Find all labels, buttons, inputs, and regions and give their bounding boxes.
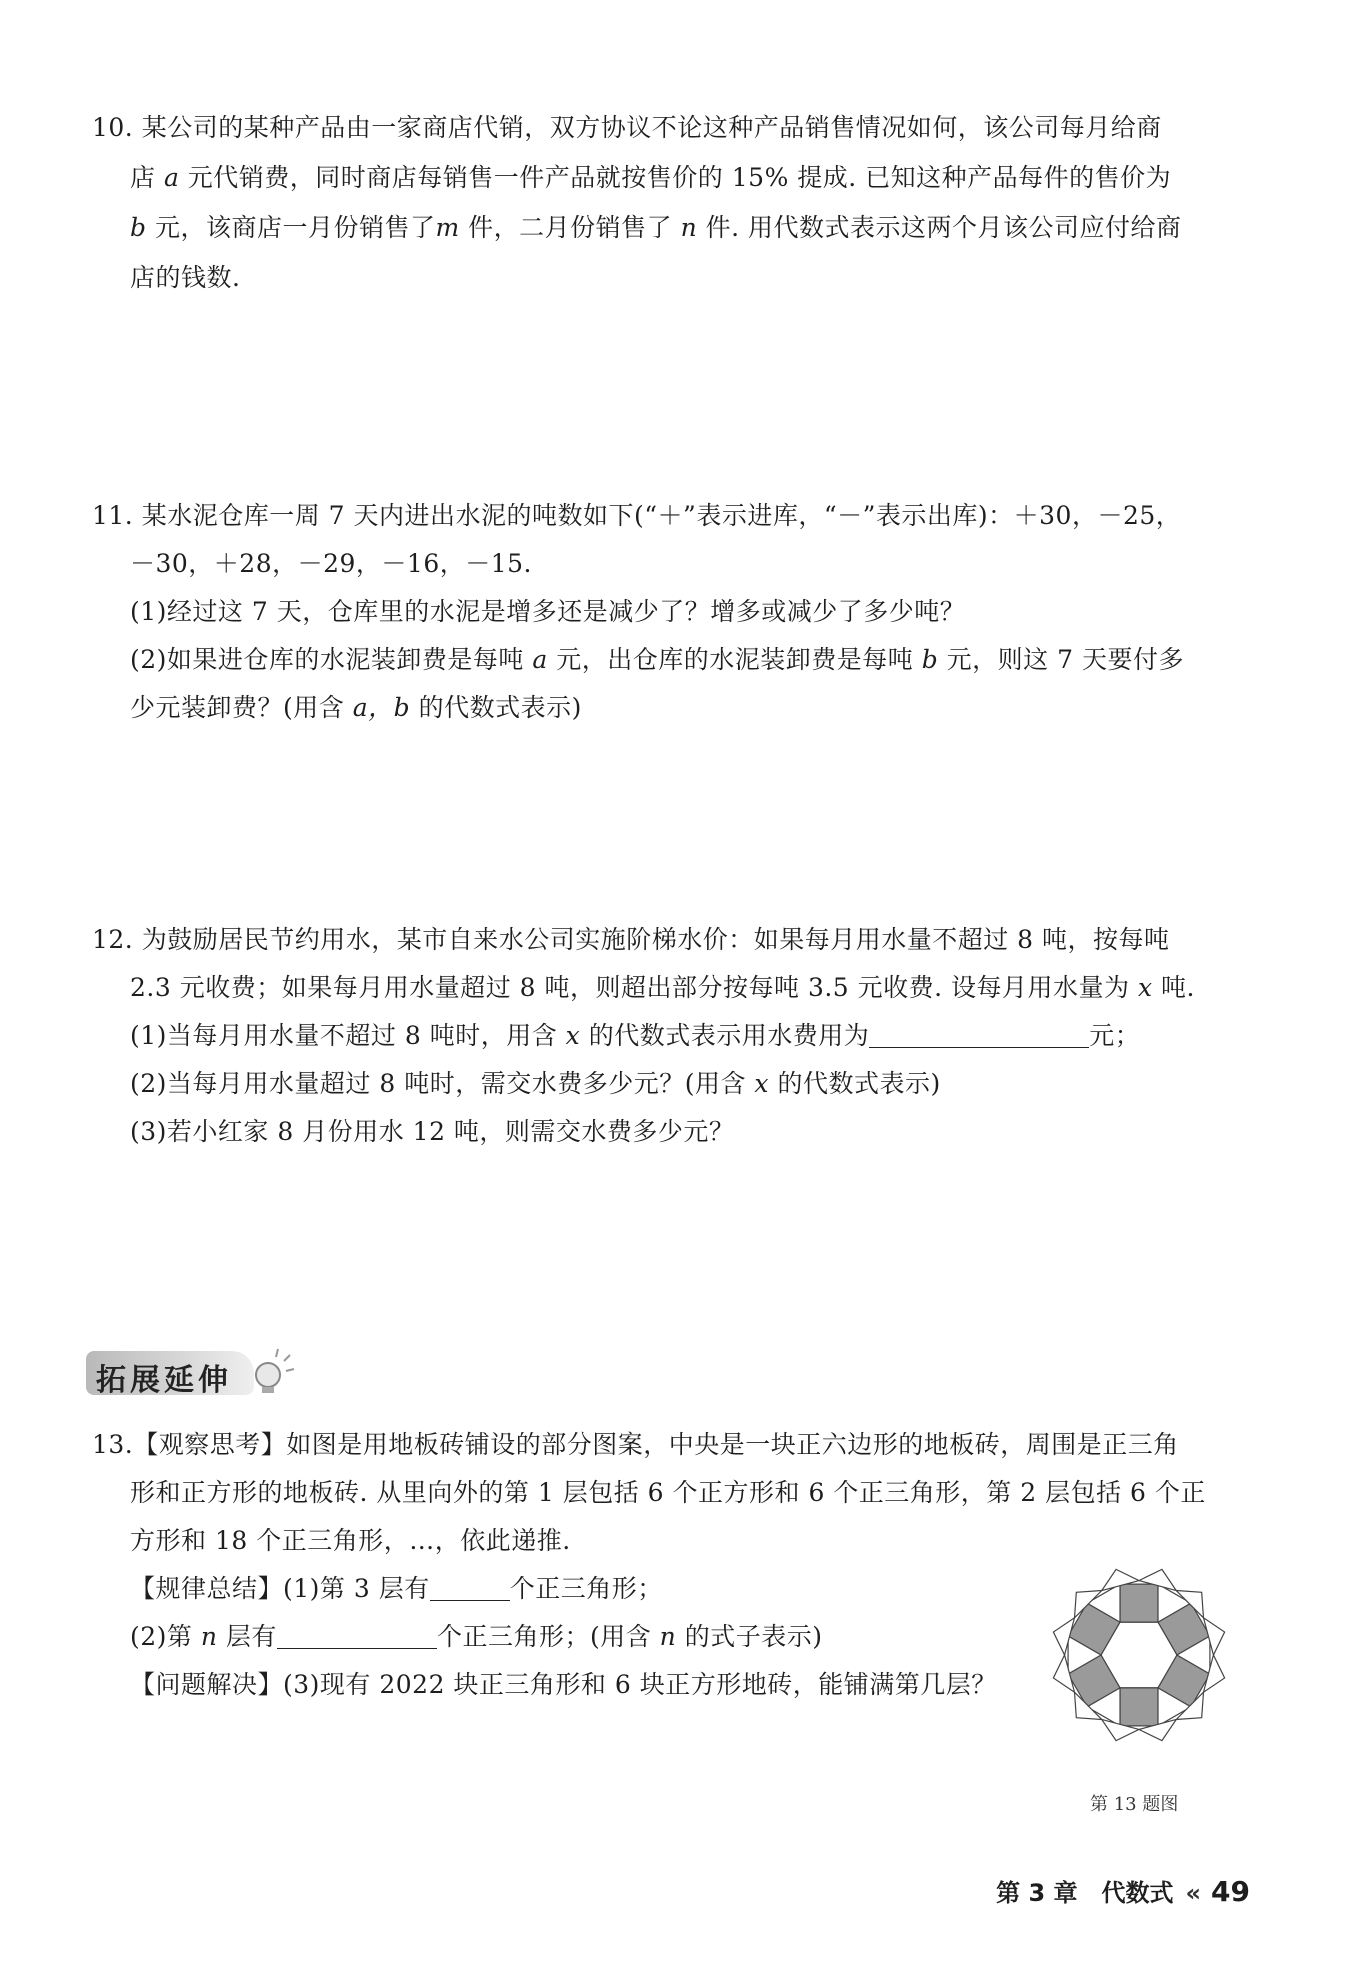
square-tile xyxy=(1120,1688,1158,1726)
q11-part-2: (2)如果进仓库的水泥装卸费是每吨 a 元，出仓库的水泥装卸费是每吨 b 元，则这 7 天要付多 xyxy=(130,645,1184,674)
figure-caption: 第 13 题图 xyxy=(1090,1794,1179,1815)
q10-line-2: 店 a 元代销费，同时商店每销售一件产品就按售价的 15% 提成. 已知这种产品每件的售价为 xyxy=(130,163,1172,192)
q12-part-3: (3)若小红家 8 月份用水 12 吨，则需交水费多少元？ xyxy=(130,1117,735,1146)
q13-part-1: 【规律总结】(1)第 3 层有 个正三角形； xyxy=(130,1574,663,1603)
square-tile xyxy=(1120,1584,1158,1622)
q11-line-1: 11. 某水泥仓库一周 7 天内进出水泥的吨数如下(“＋”表示进库，“－”表示出库)：＋30，－25， xyxy=(92,501,1182,530)
q12-answer-blank[interactable] xyxy=(869,1046,1089,1048)
q11-line-2: －30，＋28，－29，－16，－15. xyxy=(130,549,533,578)
q13-answer-blank-2[interactable] xyxy=(277,1647,437,1649)
q12-part-1: (1)当每月用水量不超过 8 吨时，用含 x 的代数式表示用水费用为 元； xyxy=(130,1021,1141,1050)
q12-line-1: 12. 为鼓励居民节约用水，某市自来水公司实施阶梯水价：如果每月用水量不超过 8 吨，按每吨 xyxy=(92,925,1170,954)
q13-part-2: (2)第 n 层有 个正三角形；(用含 n 的式子表示) xyxy=(130,1622,823,1651)
section-banner xyxy=(86,1345,286,1403)
q12-part-2: (2)当每月用水量超过 8 吨时，需交水费多少元？(用含 x 的代数式表示) xyxy=(130,1069,941,1098)
q13-line-3: 方形和 18 个正三角形，…，依此递推. xyxy=(130,1526,571,1555)
page-number: 49 xyxy=(1211,1875,1250,1908)
q10-line-3: b 元，该商店一月份销售了m 件，二月份销售了 n 件. 用代数式表示这两个月该公司应付给商 xyxy=(130,213,1182,242)
q13-part-3: 【问题解决】(3)现有 2022 块正三角形和 6 块正方形地砖，能铺满第几层？ xyxy=(130,1670,997,1699)
q11-part-2-cont: 少元装卸费？(用含 a，b 的代数式表示) xyxy=(130,693,582,722)
double-chevron-left-icon: « xyxy=(1185,1879,1202,1907)
q10-line-4: 店的钱数. xyxy=(130,263,241,292)
tile-pattern xyxy=(1053,1569,1224,1740)
lightbulb-icon xyxy=(246,1347,296,1397)
q12-line-2: 2.3 元收费；如果每月用水量超过 8 吨，则超出部分按每吨 3.5 元收费. 设每月用水量为 x 吨. xyxy=(130,973,1196,1002)
page-footer xyxy=(996,1873,1250,1908)
q10-line-1: 10. 某公司的某种产品由一家商店代销，双方协议不论这种产品销售情况如何，该公司每月给商 xyxy=(92,113,1162,142)
q13-answer-blank-1[interactable] xyxy=(430,1599,510,1601)
tile-pattern-figure xyxy=(1044,1560,1234,1750)
section-title: 拓展延伸 xyxy=(96,1363,232,1398)
q11-part-1: (1)经过这 7 天，仓库里的水泥是增多还是减少了？增多或减少了多少吨？ xyxy=(130,597,966,626)
chapter-label: 第 3 章 代数式 xyxy=(996,1879,1174,1907)
q13-line-1: 13.【观察思考】如图是用地板砖铺设的部分图案，中央是一块正六边形的地板砖，周围是正三角 xyxy=(92,1430,1179,1459)
q13-line-2: 形和正方形的地板砖. 从里向外的第 1 层包括 6 个正方形和 6 个正三角形，第 2 层包括 6 个正 xyxy=(130,1478,1206,1507)
